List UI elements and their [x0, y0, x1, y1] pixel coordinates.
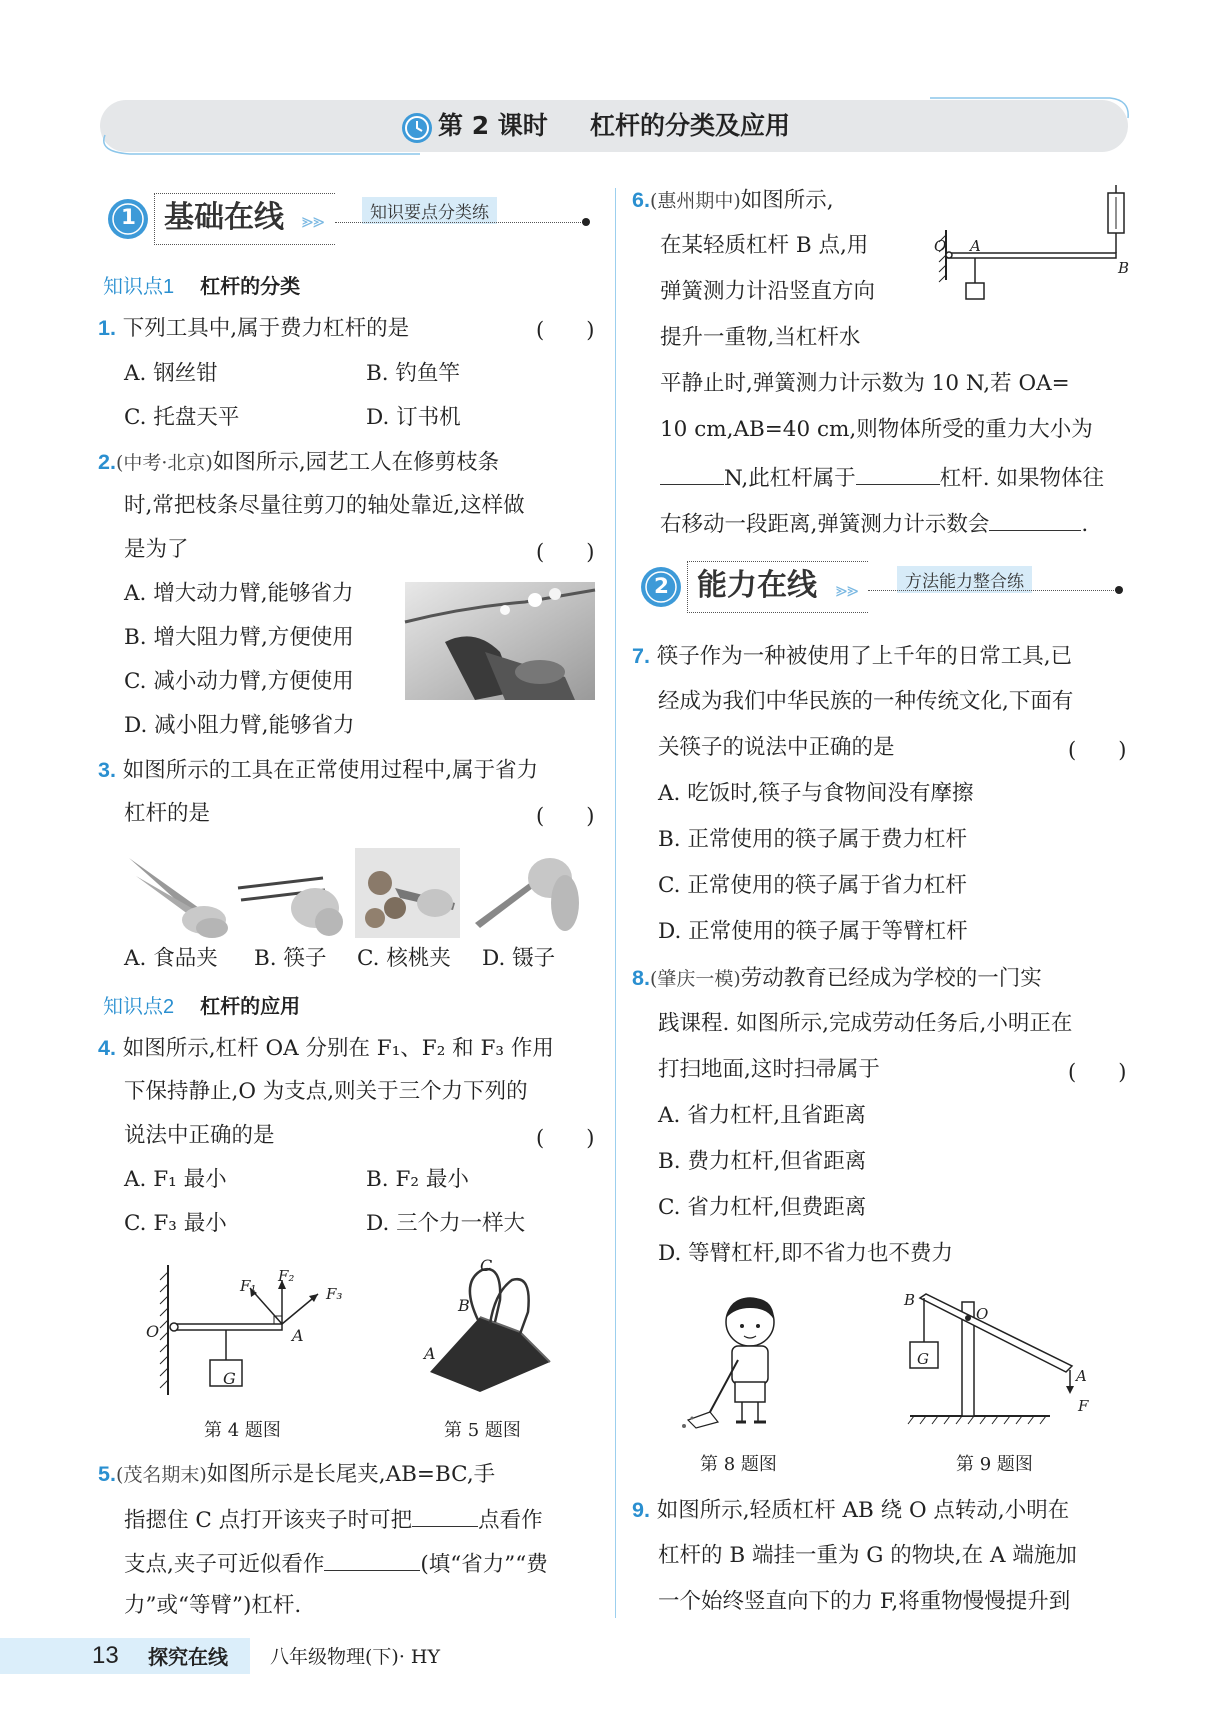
question-5: 5.(茂名期末)如图所示是长尾夹,AB=BC,手 [98, 1462, 496, 1487]
question-8: 8.(肇庆一模)劳动教育已经成为学校的一门实 [632, 966, 1042, 991]
option-b: B. 增大阻力臂,方便使用 [124, 625, 354, 650]
question-6: 6.(惠州期中)如图所示, [632, 188, 834, 213]
fig4-label-F2: F₂ [278, 1267, 295, 1285]
clock-icon [400, 111, 434, 145]
fig9-label-B: B [904, 1291, 916, 1309]
column-divider [615, 188, 616, 1618]
lesson-number: 第 2 课时 [438, 111, 548, 140]
fig5-label-C: C [480, 1256, 493, 1275]
section-title: 能力在线 [697, 568, 817, 603]
option-d: D. 等臂杠杆,即不省力也不费力 [658, 1241, 953, 1266]
answer-paren[interactable]: ( ) [536, 1126, 595, 1150]
question-9: 9. 如图所示,轻质杠杆 AB 绕 O 点转动,小明在 [632, 1498, 1070, 1523]
chevrons-icon: ⪢⪢ [836, 577, 859, 601]
question-7: 7. 筷子作为一种被使用了上千年的日常工具,已 [632, 644, 1073, 669]
answer-paren[interactable]: ( ) [536, 804, 595, 828]
option-d: D. 三个力一样大 [366, 1211, 526, 1236]
answer-blank[interactable] [412, 1504, 478, 1527]
fig9-label-A: A [1076, 1367, 1087, 1385]
figure-4-caption: 第 4 题图 [204, 1420, 281, 1441]
option-b: B. F₂ 最小 [366, 1167, 469, 1192]
fig6-label-O: O [934, 237, 947, 255]
fig5-label-A: A [424, 1344, 436, 1363]
option-d: D. 镊子 [482, 946, 556, 971]
section-title: 基础在线 [164, 200, 284, 235]
fig4-label-A: A [292, 1326, 304, 1345]
figure-8-boy-sweeping [680, 1290, 800, 1430]
section-number: 2 [654, 574, 669, 599]
chopsticks-photo [233, 848, 343, 938]
fig4-label-F3: F₃ [326, 1285, 343, 1303]
fig4-label-O: O [146, 1322, 160, 1341]
option-c: C. 减小动力臂,方便使用 [124, 669, 354, 694]
section-tag: 方法能力整合练 [897, 566, 1032, 593]
food-tongs-photo [124, 848, 229, 938]
page-number: 13 [92, 1642, 119, 1669]
option-b: B. 正常使用的筷子属于费力杠杆 [658, 827, 967, 852]
section-number: 1 [121, 205, 136, 230]
option-a: A. 增大动力臂,能够省力 [124, 581, 354, 606]
footer-book: 八年级物理(下)· HY [270, 1646, 441, 1668]
question-3: 3. 如图所示的工具在正常使用过程中,属于省力 [98, 758, 539, 783]
question-1: 1. 下列工具中,属于费力杠杆的是 [98, 316, 410, 341]
chevrons-icon: ⪢⪢ [302, 208, 325, 232]
answer-paren[interactable]: ( ) [1068, 1060, 1127, 1084]
fig4-label-F1: F₁ [240, 1277, 257, 1295]
option-c: C. 省力杠杆,但费距离 [658, 1195, 867, 1220]
header-decor-lines [0, 0, 1224, 170]
figure-9-caption: 第 9 题图 [956, 1454, 1033, 1475]
figure-5-caption: 第 5 题图 [444, 1420, 521, 1441]
fig6-label-B: B [1118, 259, 1130, 277]
option-d: D. 订书机 [366, 405, 461, 430]
option-a: A. 省力杠杆,且省距离 [658, 1103, 867, 1128]
option-c: C. F₃ 最小 [124, 1211, 227, 1236]
option-b: B. 筷子 [254, 946, 327, 971]
fig5-label-B: B [458, 1296, 470, 1315]
fig4-label-G: G [223, 1369, 236, 1388]
pruning-shears-photo [405, 582, 595, 700]
fig9-label-F: F [1078, 1397, 1089, 1415]
option-c: C. 核桃夹 [357, 946, 451, 971]
option-a: A. 钢丝钳 [124, 361, 218, 386]
option-c: C. 正常使用的筷子属于省力杠杆 [658, 873, 967, 898]
knowledge-point-1: 知识点1 杠杆的分类 [103, 276, 301, 298]
figure-5-binder-clip [420, 1262, 560, 1412]
footer-brand: 探究在线 [148, 1645, 228, 1669]
nutcracker-photo [355, 848, 460, 938]
option-a: A. 食品夹 [124, 946, 218, 971]
answer-blank[interactable] [989, 508, 1081, 531]
figure-8-caption: 第 8 题图 [700, 1454, 777, 1475]
option-c: C. 托盘天平 [124, 405, 240, 430]
page-title: 杠杆的分类及应用 [590, 111, 791, 140]
answer-paren[interactable]: ( ) [1068, 738, 1127, 762]
answer-blank[interactable] [324, 1548, 420, 1571]
tweezers-photo [470, 848, 575, 938]
fig9-label-O: O [976, 1305, 989, 1323]
option-b: B. 钓鱼竿 [366, 361, 460, 386]
option-a: A. 吃饭时,筷子与食物间没有摩擦 [658, 781, 974, 806]
fig6-label-A: A [970, 237, 981, 255]
knowledge-point-2: 知识点2 杠杆的应用 [103, 996, 301, 1018]
fig9-label-G: G [917, 1350, 929, 1368]
answer-blank[interactable] [660, 462, 724, 485]
answer-paren[interactable]: ( ) [536, 318, 595, 342]
figure-6-lever [930, 185, 1130, 320]
answer-paren[interactable]: ( ) [536, 540, 595, 564]
question-4: 4. 如图所示,杠杆 OA 分别在 F₁、F₂ 和 F₃ 作用 [98, 1036, 554, 1061]
section-tag: 知识要点分类练 [362, 197, 497, 224]
answer-blank[interactable] [856, 462, 940, 485]
question-2: 2.(中考·北京)如图所示,园艺工人在修剪枝条 [98, 450, 500, 475]
option-b: B. 费力杠杆,但省距离 [658, 1149, 867, 1174]
option-a: A. F₁ 最小 [124, 1167, 227, 1192]
option-d: D. 减小阻力臂,能够省力 [124, 713, 355, 738]
option-d: D. 正常使用的筷子属于等臂杠杆 [658, 919, 968, 944]
